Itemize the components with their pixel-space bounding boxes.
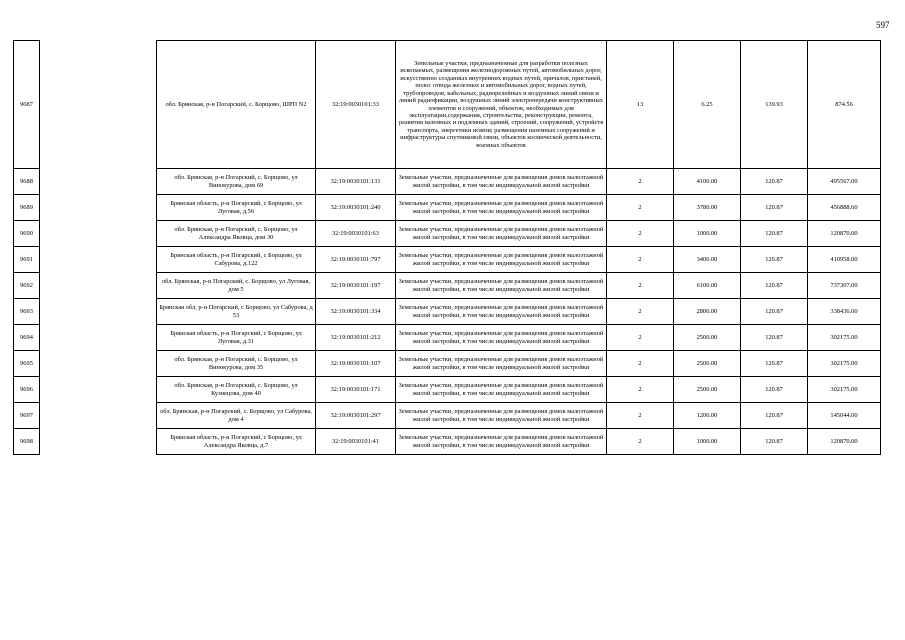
land-use-cell: Земельные участки, предназначенные для размещения домов малоэтажной жилой застройки, в том числе индивидуальной жилой застройки	[396, 403, 607, 429]
land-use-cell: Земельные участки, предназначенные для размещения домов малоэтажной жилой застройки, в том числе индивидуальной жилой застройки	[396, 169, 607, 195]
group-code-cell: 2	[607, 247, 674, 273]
area-cell: 2500.00	[674, 351, 741, 377]
area-cell: 6100.00	[674, 273, 741, 299]
cadastral-value-cell: 120870.00	[808, 429, 881, 455]
cadastral-number-cell: 32:19:0030101:63	[316, 221, 396, 247]
land-use-cell: Земельные участки, предназначенные для размещения домов малоэтажной жилой застройки, в том числе индивидуальной жилой застройки	[396, 351, 607, 377]
address-cell: Брянская область, р-н Погарский, с Борщово, ул Луговая, д.56	[157, 195, 316, 221]
address-cell: Брянская область, р-н Погарский, с Борщово, ул Луговая, д.31	[157, 325, 316, 351]
address-cell: обл. Брянская, р-н Погарский, с. Борщово, ул Кузнецова, дом 40	[157, 377, 316, 403]
page-number: 597	[876, 20, 890, 30]
area-cell: 6.25	[674, 41, 741, 169]
empty-cell	[40, 299, 157, 325]
cadastral-number-cell: 32:19:0030101:240	[316, 195, 396, 221]
cadastral-value-cell: 338436.00	[808, 299, 881, 325]
rate-cell: 120.87	[741, 351, 808, 377]
empty-cell	[40, 429, 157, 455]
cadastral-value-cell: 145044.00	[808, 403, 881, 429]
cadastral-number-cell: 32:19:0030101:33	[316, 41, 396, 169]
row-number: 9687	[14, 41, 40, 169]
table-row	[14, 377, 881, 403]
area-cell: 1000.00	[674, 221, 741, 247]
cadastral-number-cell: 32:19:0030101:334	[316, 299, 396, 325]
empty-cell	[40, 377, 157, 403]
row-number: 9697	[14, 403, 40, 429]
row-number: 9695	[14, 351, 40, 377]
rate-cell: 120.87	[741, 169, 808, 195]
rate-cell: 120.87	[741, 403, 808, 429]
row-number: 9691	[14, 247, 40, 273]
address-cell: Брянская область, р-н Погарский, с Борщово, ул Сабурова, д.122	[157, 247, 316, 273]
cadastral-value-cell: 874.56	[808, 41, 881, 169]
cadastral-number-cell: 32:19:0030101:797	[316, 247, 396, 273]
area-cell: 2800.00	[674, 299, 741, 325]
row-number: 9694	[14, 325, 40, 351]
address-cell: обл. Брянская, р-н Погарский, с. Борщово, ШРП N2	[157, 41, 316, 169]
group-code-cell: 2	[607, 351, 674, 377]
cadastral-number-cell: 32:19:0030101:297	[316, 403, 396, 429]
area-cell: 3400.00	[674, 247, 741, 273]
cadastral-value-cell: 120870.00	[808, 221, 881, 247]
land-use-cell: Земельные участки, предназначенные для размещения домов малоэтажной жилой застройки, в том числе индивидуальной жилой застройки	[396, 325, 607, 351]
cadastral-number-cell: 32:19:0030101:131	[316, 169, 396, 195]
area-cell: 2500.00	[674, 325, 741, 351]
table-row	[14, 273, 881, 299]
empty-cell	[40, 247, 157, 273]
table-row	[14, 41, 881, 169]
row-number: 9692	[14, 273, 40, 299]
rate-cell: 120.87	[741, 247, 808, 273]
address-cell: обл. Брянская, р-н Погарский, с. Борщово, ул Сабурова, дом 4	[157, 403, 316, 429]
area-cell: 1000.00	[674, 429, 741, 455]
group-code-cell: 2	[607, 273, 674, 299]
cadastral-number-cell: 32:19:0030101:41	[316, 429, 396, 455]
table-row	[14, 351, 881, 377]
rate-cell: 120.87	[741, 221, 808, 247]
table-row	[14, 325, 881, 351]
group-code-cell: 13	[607, 41, 674, 169]
group-code-cell: 2	[607, 403, 674, 429]
group-code-cell: 2	[607, 221, 674, 247]
empty-cell	[40, 273, 157, 299]
cadastral-number-cell: 32:19:0030101:107	[316, 351, 396, 377]
empty-cell	[40, 195, 157, 221]
rate-cell: 120.87	[741, 273, 808, 299]
empty-cell	[40, 169, 157, 195]
group-code-cell: 2	[607, 429, 674, 455]
empty-cell	[40, 351, 157, 377]
land-use-cell: Земельные участки, предназначенные для размещения домов малоэтажной жилой застройки, в том числе индивидуальной жилой застройки	[396, 247, 607, 273]
rate-cell: 139.93	[741, 41, 808, 169]
address-cell: обл. Брянская, р-н Погарский, с. Борщово, ул Александра Яковца, дом 30	[157, 221, 316, 247]
empty-cell	[40, 221, 157, 247]
row-number: 9688	[14, 169, 40, 195]
land-use-cell: Земельные участки, предназначенные для размещения домов малоэтажной жилой застройки, в том числе индивидуальной жилой застройки	[396, 377, 607, 403]
empty-cell	[40, 403, 157, 429]
address-cell: обл. Брянская, р-н Погарский, с. Борщово, ул Луговая, дом 5	[157, 273, 316, 299]
land-use-cell: Земельные участки, предназначенные для разработки полезных ископаемых, размещения железнодорожных путей, автомобильных дорог, искусственно созданных внутренних водных путей, причалов, пристаней, полос отвода железных и автомобильных дорог, водных путей, трубопроводов, кабельных, радиорелейных и воздушных линий связи и линий радиофикации, воздушных линий электропередачи конструктивных элементов и сооружений, объектов, необходимых для эксплуатации,содержания, строительства, реконструкции, ремонта, развития наземных и подземных зданий, строений, сооружений, устройств транспорта, энергетики исвязи; размещения наземных сооружений и инфраструктуры спутниковой связи, объектов космической деятельности, военных объектов	[396, 41, 607, 169]
rate-cell: 120.87	[741, 195, 808, 221]
cadastral-value-cell: 302175.00	[808, 377, 881, 403]
row-number: 9690	[14, 221, 40, 247]
table-row	[14, 429, 881, 455]
rate-cell: 120.87	[741, 325, 808, 351]
cadastral-value-table	[13, 40, 881, 455]
land-use-cell: Земельные участки, предназначенные для размещения домов малоэтажной жилой застройки, в том числе индивидуальной жилой застройки	[396, 299, 607, 325]
row-number: 9696	[14, 377, 40, 403]
area-cell: 2500.00	[674, 377, 741, 403]
cadastral-value-cell: 456888.60	[808, 195, 881, 221]
land-use-cell: Земельные участки, предназначенные для размещения домов малоэтажной жилой застройки, в том числе индивидуальной жилой застройки	[396, 273, 607, 299]
group-code-cell: 2	[607, 169, 674, 195]
cadastral-number-cell: 32:19:0030101:171	[316, 377, 396, 403]
area-cell: 3780.00	[674, 195, 741, 221]
cadastral-value-cell: 302175.00	[808, 351, 881, 377]
rate-cell: 120.87	[741, 377, 808, 403]
table-row	[14, 403, 881, 429]
land-use-cell: Земельные участки, предназначенные для размещения домов малоэтажной жилой застройки, в том числе индивидуальной жилой застройки	[396, 195, 607, 221]
table-row	[14, 221, 881, 247]
group-code-cell: 2	[607, 377, 674, 403]
table-row	[14, 299, 881, 325]
land-use-cell: Земельные участки, предназначенные для размещения домов малоэтажной жилой застройки, в том числе индивидуальной жилой застройки	[396, 429, 607, 455]
group-code-cell: 2	[607, 299, 674, 325]
cadastral-value-cell: 410958.00	[808, 247, 881, 273]
group-code-cell: 2	[607, 195, 674, 221]
table-row	[14, 169, 881, 195]
cadastral-value-cell: 302175.00	[808, 325, 881, 351]
rate-cell: 120.87	[741, 299, 808, 325]
cadastral-value-cell: 737307.00	[808, 273, 881, 299]
cadastral-value-cell: 495567.00	[808, 169, 881, 195]
empty-cell	[40, 41, 157, 169]
cadastral-number-cell: 32:19:0030101:197	[316, 273, 396, 299]
land-use-cell: Земельные участки, предназначенные для размещения домов малоэтажной жилой застройки, в том числе индивидуальной жилой застройки	[396, 221, 607, 247]
group-code-cell: 2	[607, 325, 674, 351]
area-cell: 1200.00	[674, 403, 741, 429]
address-cell: Брянская обл, р-н Погарский, с Борщово, ул Сабурова, д 53	[157, 299, 316, 325]
row-number: 9693	[14, 299, 40, 325]
cadastral-number-cell: 32:19:0030101:212	[316, 325, 396, 351]
address-cell: обл. Брянская, р-н Погарский, с. Борщово, ул Винокурова, дом 69	[157, 169, 316, 195]
table-row	[14, 195, 881, 221]
area-cell: 4100.00	[674, 169, 741, 195]
row-number: 9698	[14, 429, 40, 455]
rate-cell: 120.87	[741, 429, 808, 455]
empty-cell	[40, 325, 157, 351]
table-row	[14, 247, 881, 273]
row-number: 9689	[14, 195, 40, 221]
table-body	[14, 41, 881, 455]
address-cell: обл. Брянская, р-н Погарский, с. Борщово, ул Винокурова, дом 35	[157, 351, 316, 377]
address-cell: Брянская область, р-н Погарский, с Борщово, ул Александра Яковца, д.7	[157, 429, 316, 455]
